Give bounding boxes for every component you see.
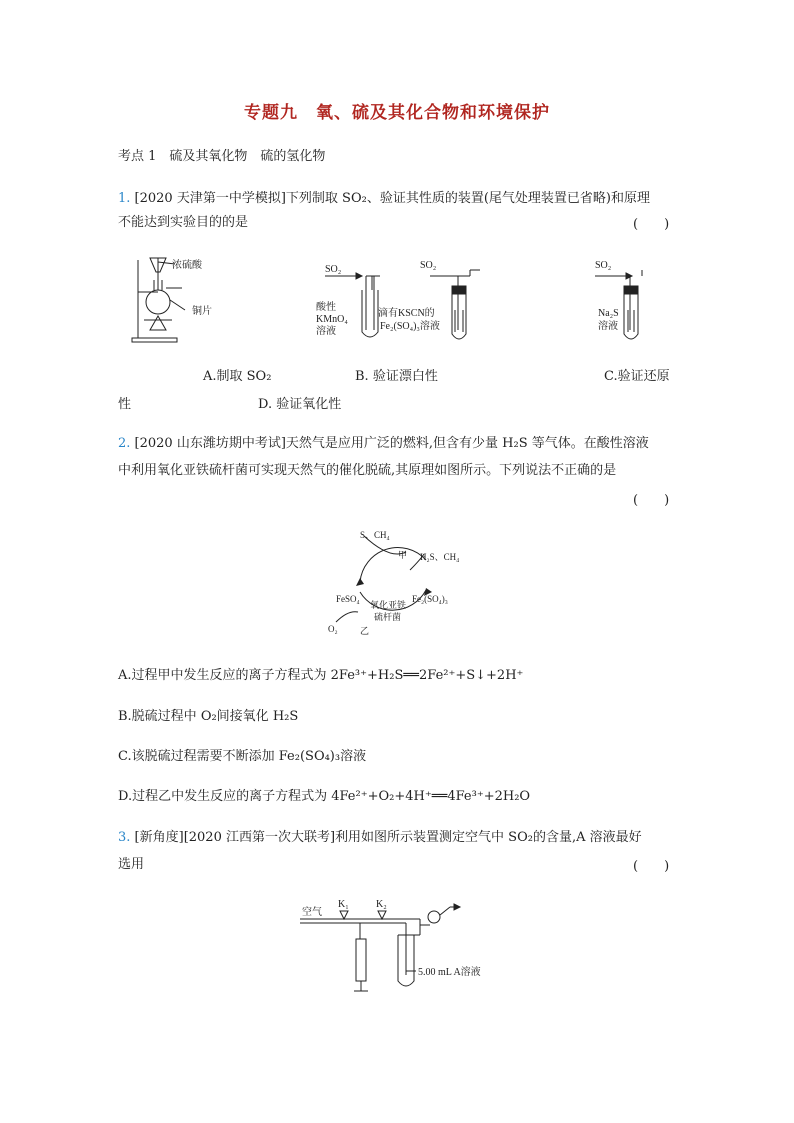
question-2-option-a: A.过程甲中发生反应的离子方程式为 2Fe³⁺+H₂S══2Fe²⁺+S↓+2H⁺ — [118, 668, 524, 683]
label-s-ch4: S、CH₄ — [360, 530, 390, 540]
label-kscn-line2: Fe₂(SO₄)₃溶液 — [380, 321, 440, 332]
label-kmno4-line3: 溶液 — [316, 326, 336, 337]
syringe-barrel — [356, 939, 366, 981]
question-1-option-b: B. 验证漂白性 — [355, 369, 438, 384]
label-k1: K₁ — [338, 899, 349, 910]
cycle-arc-top — [360, 548, 426, 582]
section-heading: 考点 1 硫及其氧化物 硫的氢化物 — [118, 149, 326, 164]
question-1-number: 1. — [118, 191, 131, 206]
test-tube-3 — [624, 294, 638, 339]
test-tube-2 — [452, 294, 466, 339]
label-so2-2: SO₂ — [420, 260, 437, 271]
label-h2s-ch4: H₂S、CH₄ — [420, 552, 460, 562]
question-3-line-1 — [118, 828, 642, 848]
question-2-number: 2. — [118, 436, 131, 451]
valve-k2 — [378, 911, 386, 919]
question-1-option-c: C.验证还原 — [604, 369, 670, 384]
stopper-3 — [624, 286, 638, 294]
label-o2: O₂ — [328, 624, 338, 634]
question-2-option-d: D.过程乙中发生反应的离子方程式为 4Fe²⁺+O₂+4H⁺══4Fe³⁺+2H₂O — [118, 789, 531, 804]
label-kmno4-line1: 酸性 — [316, 302, 336, 313]
question-3-answer-blank: ( ) — [633, 859, 670, 874]
label-copper: 铜片 — [192, 306, 212, 317]
question-2-line-1 — [118, 434, 649, 454]
question-3-number: 3. — [118, 830, 131, 845]
question-2-text: [2020 山东潍坊期中考试]天然气是应用广泛的燃料,但含有少量 H₂S 等气体。在酸性溶液 — [134, 436, 649, 451]
label-kmno4-line2: KMnO₄ — [316, 314, 348, 325]
label-bacteria-line1: 氧化亚铁 — [370, 600, 407, 610]
stand-base — [132, 338, 177, 342]
question-3-apparatus-figure — [300, 895, 500, 995]
stopper-2 — [452, 286, 466, 294]
flask — [146, 290, 170, 314]
label-feso4: FeSO₄ — [336, 594, 360, 604]
label-so2-1: SO₂ — [325, 264, 342, 275]
label-na2s-line1: Na₂S — [598, 308, 619, 319]
label-process-yi: 乙 — [360, 626, 370, 636]
page-title: 专题九 氧、硫及其化合物和环境保护 — [244, 103, 550, 123]
alcohol-lamp — [150, 316, 166, 330]
question-2-answer-blank: ( ) — [633, 493, 670, 508]
label-k2: K₂ — [376, 899, 387, 910]
question-2-option-b: B.脱硫过程中 O₂间接氧化 H₂S — [118, 709, 299, 724]
question-1-line-1 — [118, 189, 650, 209]
question-1-option-a: A.制取 SO₂ — [203, 369, 272, 384]
label-na2s-line2: 溶液 — [598, 321, 618, 332]
pump-bulb — [428, 911, 440, 923]
o2-arrow — [336, 612, 358, 622]
label-fe2so43: Fe₂(SO₄)₃ — [412, 594, 448, 604]
label-kscn-line1: 滴有KSCN的 — [378, 308, 435, 319]
question-2-option-c: C.该脱硫过程需要不断添加 Fe₂(SO₄)₃溶液 — [118, 749, 367, 764]
label-bacteria-line2: 硫杆菌 — [374, 612, 402, 622]
question-1-line-2: 不能达到实验目的的是 — [118, 215, 249, 230]
question-1-apparatus-figure — [130, 250, 670, 350]
question-1-text: [2020 天津第一中学模拟]下列制取 SO₂、验证其性质的装置(尾气处理装置已省略)和原理 — [134, 191, 650, 206]
question-2-desulfurization-cycle — [320, 520, 480, 640]
label-air: 空气 — [302, 907, 322, 918]
label-process-jia: 甲 — [398, 550, 408, 560]
question-1-option-d: D. 验证氧化性 — [258, 397, 342, 412]
question-3-line-2: 选用 — [118, 857, 145, 872]
question-3-text: [新角度][2020 江西第一次大联考]利用如图所示装置测定空气中 SO₂的含量,A 溶液最好 — [134, 830, 642, 845]
label-conc-sulfuric-acid: 浓硫酸 — [172, 260, 202, 271]
question-1-option-c-cont: 性 — [118, 397, 132, 412]
test-tube-1 — [362, 290, 378, 337]
question-2-line-2: 中利用氧化亚铁硫杆菌可实现天然气的催化脱硫,其原理如图所示。下列说法不正确的是 — [118, 463, 617, 478]
label-a-solution: 5.00 mL A溶液 — [418, 967, 481, 978]
valve-k1 — [340, 911, 348, 919]
question-1-answer-blank: ( ) — [633, 217, 670, 232]
label-so2-3: SO₂ — [595, 260, 612, 271]
